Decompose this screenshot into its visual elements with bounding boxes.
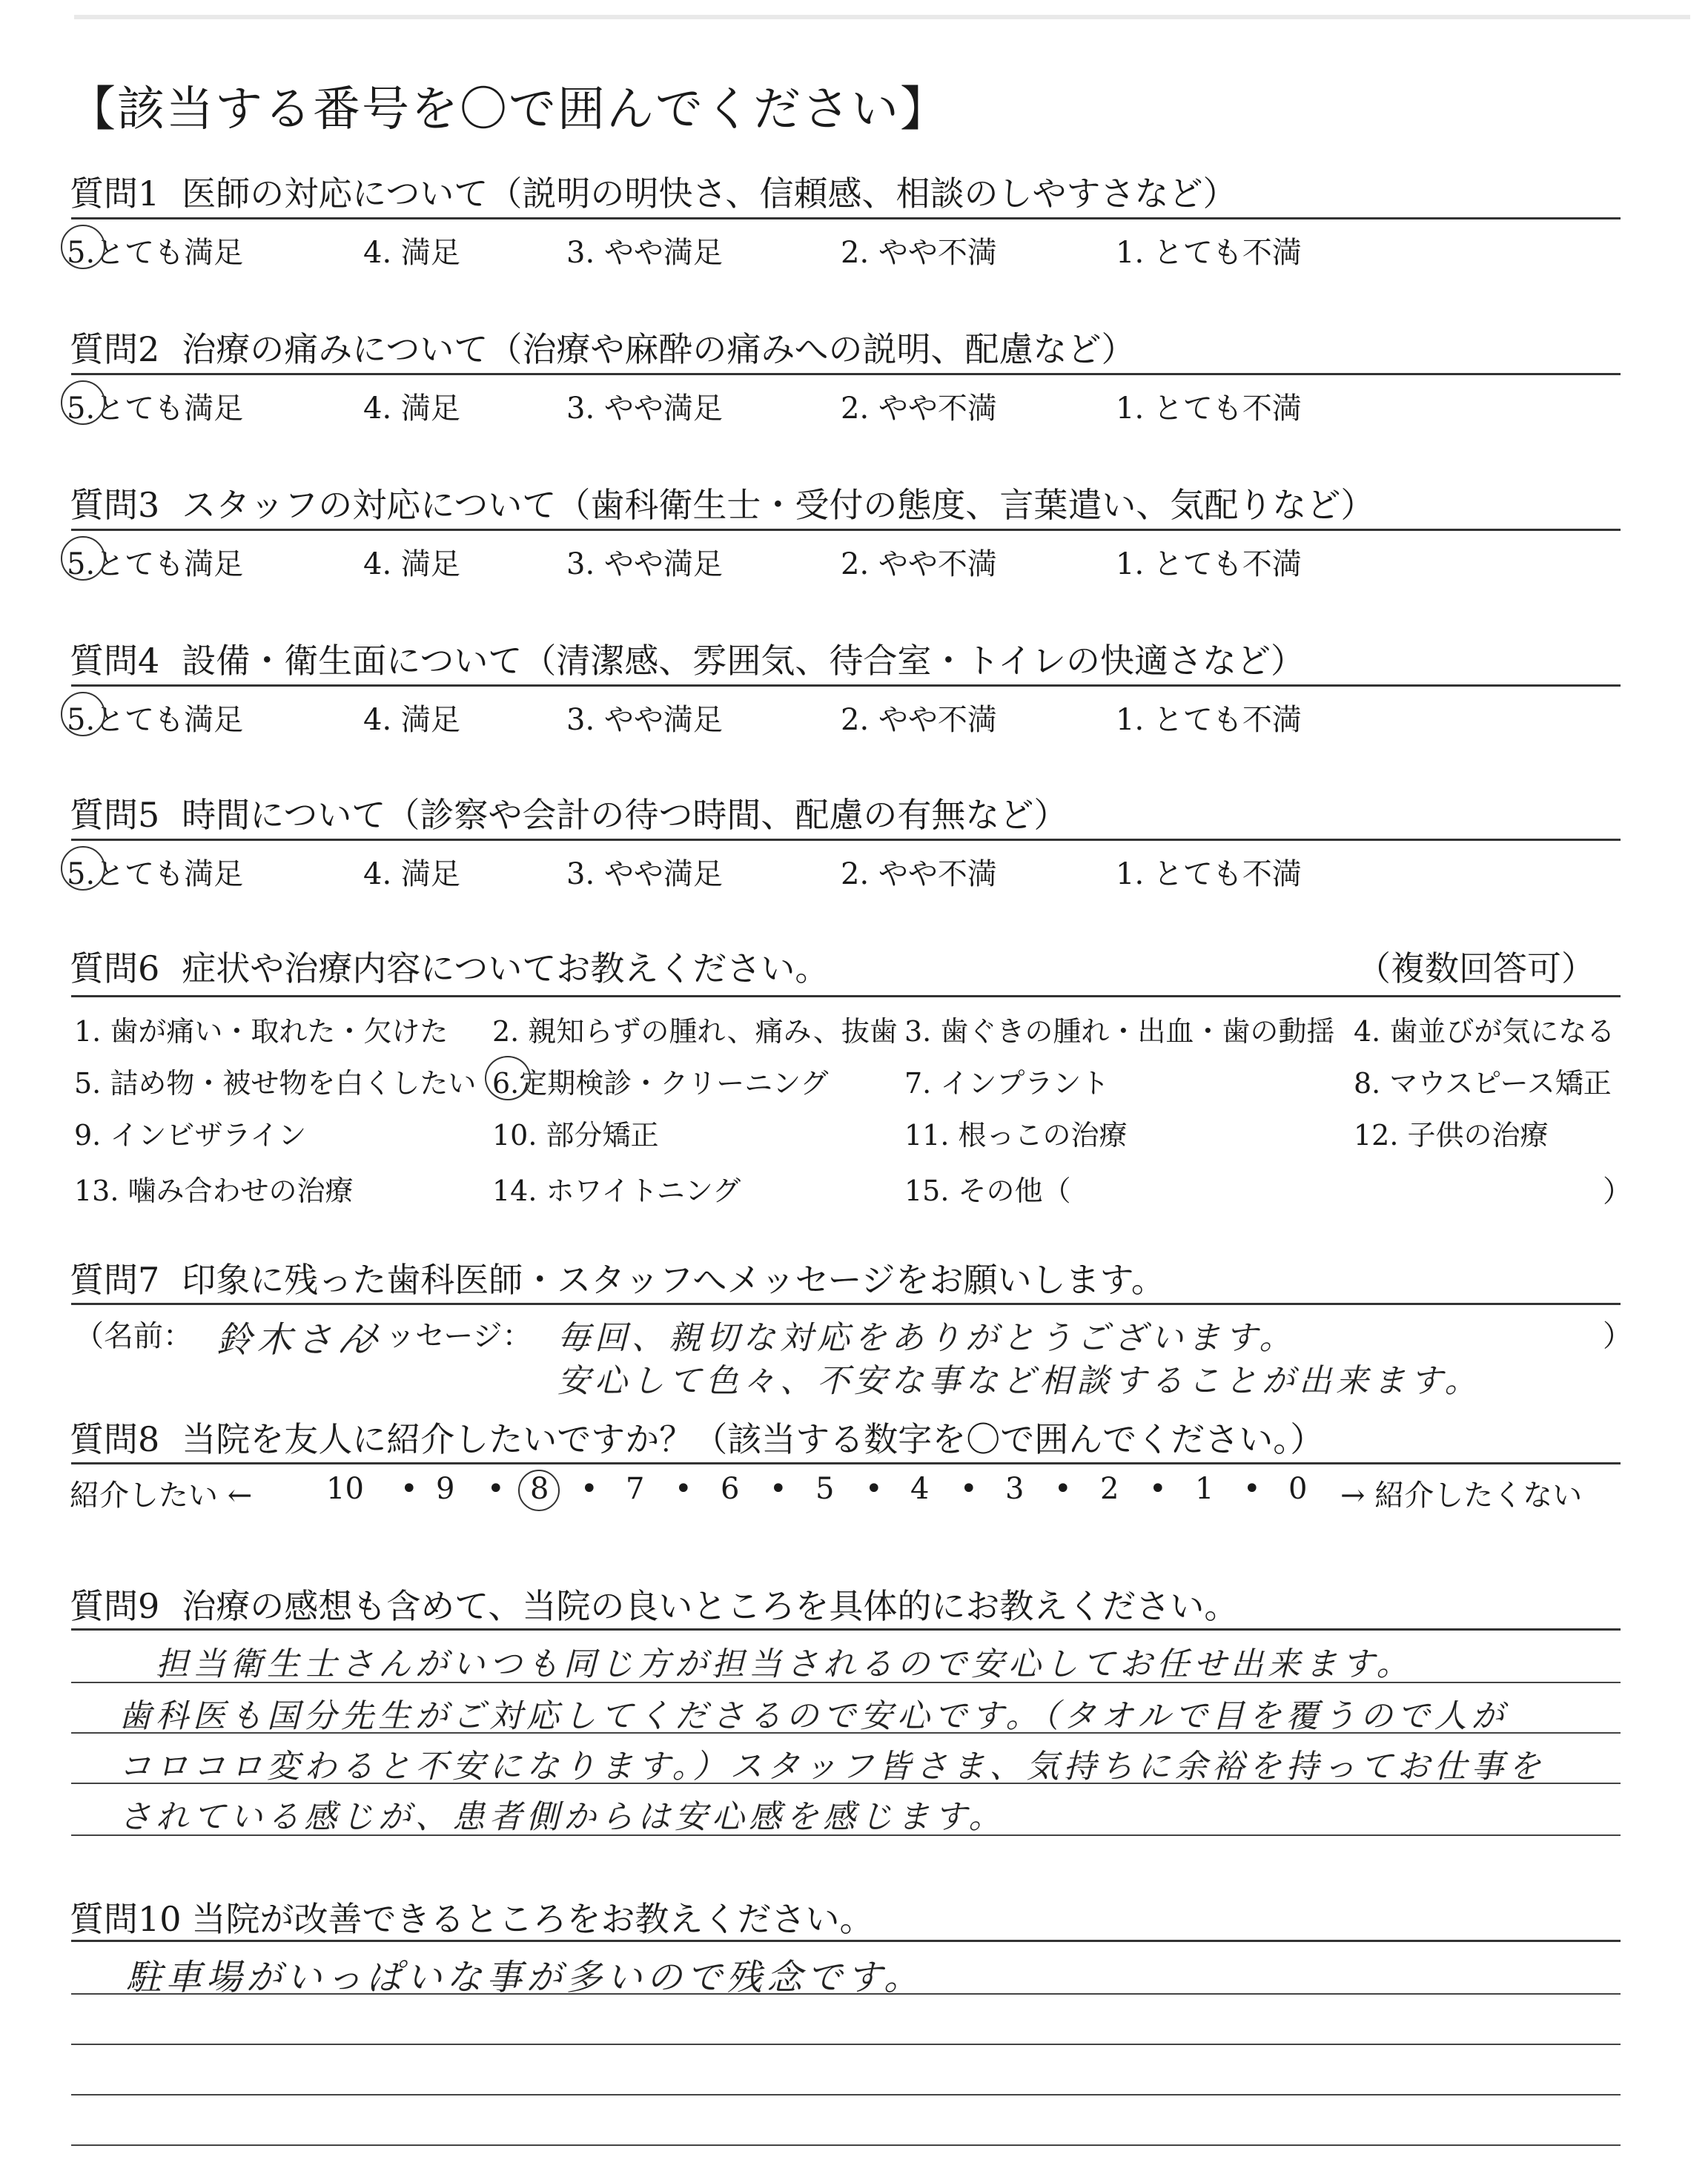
q10-line-rule [71,2144,1621,2146]
q7-name-value: 鈴木さん [216,1319,377,1361]
q8-scale-separator: • [960,1472,978,1506]
q3-option-2: 2. やや不満 [841,547,997,581]
q2-option-1: 1. とても不満 [1116,392,1302,426]
q10-line-rule [71,2094,1621,2095]
q5-option-1: 1. とても不満 [1116,857,1302,891]
q5-text: 時間について（診察や会計の待つ時間、配慮の有無など） [182,795,1068,835]
q3-option-5: 5.とても満足 [67,547,244,581]
q7-message-label: メッセージ： [356,1319,532,1353]
q9-answer-line-2: 歯科医も国分先生がご対応してくださるので安心です。（タオルで目を覆うので人が [119,1697,1509,1735]
q6-option-12: 12. 子供の治療 [1354,1119,1549,1152]
q7-message-line-2: 安心して色々、不安な事など相談することが出来ます。 [557,1362,1482,1400]
q3-title [70,478,1374,527]
q6-option-15: 15. その他（ [904,1175,1071,1207]
q6-option-4: 4. 歯並びが気になる [1354,1015,1615,1048]
q5-option-3: 3. やや満足 [566,857,723,891]
q1-option-5: 5.とても満足 [67,236,244,270]
q5-option-5: 5.とても満足 [67,857,244,891]
q5-option-4: 4. 満足 [363,857,460,891]
q10-title [70,1892,874,1941]
q7-rule [71,1303,1621,1305]
q4-rule [71,684,1621,687]
q8-selection-circle [518,1470,560,1511]
q7-title [70,1253,1165,1302]
q10-rule [71,1940,1621,1942]
q7-text: 印象に残った歯科医師・スタッフへメッセージをお願いします。 [182,1260,1165,1300]
q8-scale-1: 1 [1195,1472,1214,1506]
q2-rule [71,373,1621,375]
q1-option-3: 3. やや満足 [566,236,723,270]
q8-scale-8: 8 [530,1472,549,1506]
q2-number: 質問2 [70,329,160,369]
q2-option-4: 4. 満足 [363,392,460,426]
q10-answer-line-1: 駐車場がいっぱいな事が多いので残念です。 [126,1957,924,1998]
q8-scale-separator: • [865,1472,883,1506]
q8-scale-separator: • [1054,1472,1072,1506]
q6-selection-circle [485,1056,531,1100]
q8-scale-separator: • [400,1472,418,1506]
q1-text: 医師の対応について（説明の明快さ、信頼感、相談のしやすさなど） [182,174,1237,214]
q3-option-3: 3. やや満足 [566,547,723,581]
q4-option-1: 1. とても不満 [1116,703,1302,737]
q5-selection-circle [61,846,105,891]
q6-number: 質問6 [70,948,160,988]
q1-option-2: 2. やや不満 [841,236,997,270]
q4-option-5: 5.とても満足 [67,703,244,737]
q8-scale-separator: • [1243,1472,1261,1506]
q2-option-2: 2. やや不満 [841,392,997,426]
q6-rule [71,995,1621,997]
q1-selection-circle [61,225,105,269]
q4-option-4: 4. 満足 [363,703,460,737]
q8-scale-5: 5 [815,1472,835,1506]
q6-option-2: 2. 親知らずの腫れ、痛み、抜歯 [492,1015,898,1048]
q6-option-1: 1. 歯が痛い・取れた・欠けた [74,1015,448,1048]
q8-title [70,1413,1324,1462]
q8-scale-3: 3 [1005,1472,1025,1506]
q9-answer-line-4: されている感じが、患者側からは安心感を感じます。 [119,1798,1006,1836]
q6-note: （複数回答可） [1357,948,1595,988]
q4-text: 設備・衛生面について（清潔感、雰囲気、待合室・トイレの快適さなど） [182,641,1305,681]
q6-option-7: 7. インプラント [904,1067,1110,1100]
scan-edge [74,15,1690,19]
q8-scale-0: 0 [1288,1472,1308,1506]
q1-option-4: 4. 満足 [363,236,460,270]
q8-scale-separator: • [487,1472,505,1506]
q6-option-5: 5. 詰め物・被せ物を白くしたい [74,1067,477,1100]
q8-scale-separator: • [769,1472,787,1506]
q2-selection-circle [61,380,105,425]
q4-selection-circle [61,692,105,736]
q2-title [70,323,1135,371]
q6-other-close: ） [1603,1175,1632,1209]
q1-option-1: 1. とても不満 [1116,236,1302,270]
q4-number: 質問4 [70,641,160,681]
q4-option-3: 3. やや満足 [566,703,723,737]
q3-text: スタッフの対応について（歯科衛生士・受付の態度、言葉遣い、気配りなど） [182,485,1375,525]
q2-option-5: 5.とても満足 [67,392,244,426]
q8-right-label: → 紹介したくない [1340,1479,1583,1513]
q5-rule [71,839,1621,841]
q7-message-line-1: 毎回、親切な対応をありがとうございます。 [557,1319,1297,1357]
q10-text: 当院が改善できるところをお教えください。 [191,1899,874,1939]
q8-scale-10: 10 [326,1472,364,1506]
q6-text: 症状や治療内容についてお教えください。 [182,948,830,988]
q8-scale-2: 2 [1100,1472,1119,1506]
q2-option-3: 3. やや満足 [566,392,723,426]
q7-close: ） [1603,1319,1632,1353]
q1-rule [71,217,1621,219]
q9-title [70,1579,1238,1628]
q7-number: 質問7 [70,1260,160,1300]
q2-text: 治療の痛みについて（治療や麻酔の痛みへの説明、配慮など） [182,329,1136,369]
q8-scale-9: 9 [436,1472,455,1506]
q8-scale-separator: • [1149,1472,1167,1506]
q6-option-14: 14. ホワイトニング [492,1175,741,1207]
q8-scale-6: 6 [721,1472,740,1506]
q1-number: 質問1 [70,174,160,214]
q6-option-13: 13. 噛み合わせの治療 [74,1175,354,1207]
q5-option-2: 2. やや不満 [841,857,997,891]
q6-option-11: 11. 根っこの治療 [904,1119,1128,1152]
q9-answer-line-1: 担当衛生士さんがいつも同じ方が担当されるので安心してお任せ出来ます。 [156,1645,1414,1683]
q10-number: 質問10 [70,1899,182,1939]
q5-title [70,788,1068,837]
q6-option-3: 3. 歯ぐきの腫れ・出血・歯の動揺 [904,1015,1335,1048]
q3-option-1: 1. とても不満 [1116,547,1302,581]
q8-text: 当院を友人に紹介したいですか？（該当する数字を〇で囲んでください。） [182,1419,1325,1459]
q3-rule [71,529,1621,531]
q8-scale-7: 7 [626,1472,645,1506]
q6-option-9: 9. インビザライン [74,1119,307,1152]
q8-scale-separator: • [675,1472,692,1506]
q8-scale-4: 4 [910,1472,930,1506]
q7-name-label: （名前： [74,1319,193,1353]
q9-number: 質問9 [70,1586,160,1626]
q8-left-label: 紹介したい ← [70,1479,253,1513]
q8-rule [71,1462,1621,1464]
q8-scale-separator: • [580,1472,598,1506]
q9-answer-line-3: コロコロ変わると不安になります。）スタッフ皆さま、気持ちに余裕を持ってお仕事を [119,1748,1546,1786]
q8-number: 質問8 [70,1419,160,1459]
q9-text: 治療の感想も含めて、当院の良いところを具体的にお教えください。 [182,1586,1239,1626]
q1-title [70,167,1237,216]
q3-number: 質問3 [70,485,160,525]
q6-title [70,942,829,991]
q4-title [70,634,1305,683]
q3-option-4: 4. 満足 [363,547,460,581]
q6-option-6: 6.定期検診・クリーニング [492,1067,829,1100]
q5-number: 質問5 [70,795,160,835]
q6-option-8: 8. マウスピース矯正 [1354,1067,1612,1100]
q3-selection-circle [61,536,105,581]
q6-option-10: 10. 部分矯正 [492,1119,659,1152]
q9-rule [71,1628,1621,1631]
q10-line-rule [71,2044,1621,2045]
page-title: 【該当する番号を〇で囲んでください】 [68,82,949,137]
q4-option-2: 2. やや不満 [841,703,997,737]
